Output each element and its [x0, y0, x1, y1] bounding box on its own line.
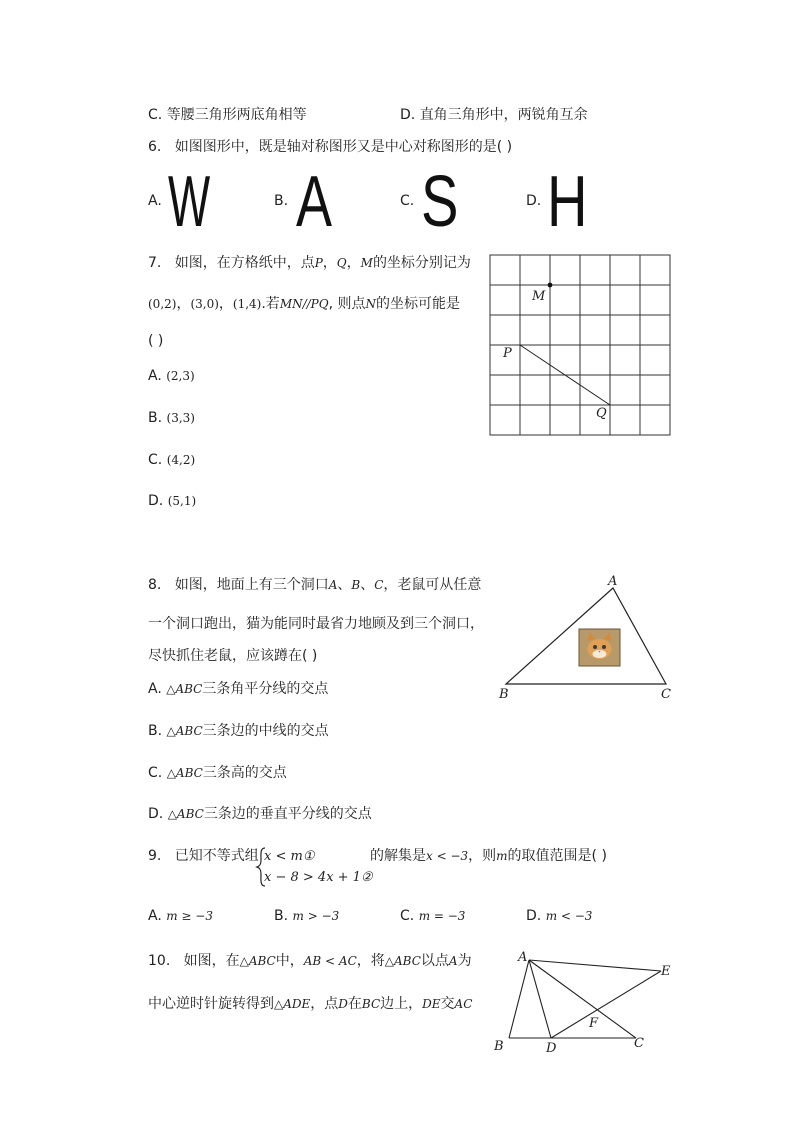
question-number: 10.: [148, 953, 171, 969]
q5-option-c: [148, 104, 307, 124]
q8-triangle-figure: [494, 572, 678, 702]
q9-option-c: C. m = −3: [400, 908, 466, 924]
option-label: C.: [148, 107, 163, 123]
q7-option-d: D. (5,1): [148, 493, 197, 509]
q8-option-a: A. △ABC三条角平分线的交点: [148, 681, 329, 697]
segment-ac: [529, 960, 636, 1038]
label-q: Q: [596, 406, 607, 421]
q6-option-a-label: A.: [148, 193, 162, 209]
grid-lines: [490, 255, 670, 435]
q9-stem-b: 的解集是x < −3，则m的取值范围是( ): [370, 848, 607, 864]
q10-stem-line1: 10. 如图，在△ABC中，AB < AC，将△ABC以点A为: [148, 953, 472, 969]
option-label: D.: [400, 107, 416, 123]
q5-option-d: [400, 104, 588, 124]
q8-option-b: B. △ABC三条边的中线的交点: [148, 723, 329, 739]
option-text: 等腰三角形两底角相等: [166, 107, 307, 123]
question-number: 6.: [148, 139, 162, 155]
q8-option-c: C. △ABC三条高的交点: [148, 765, 287, 781]
q9-inequality-2: x − 8 > 4x + 1②: [264, 870, 373, 885]
label-p: P: [503, 346, 512, 361]
q7-option-a: A. (2,3): [148, 368, 195, 384]
q10-rotation-figure: [488, 945, 684, 1057]
label-c: C: [634, 1036, 644, 1051]
q6-option-b-label: B.: [274, 193, 289, 209]
question-number: 9.: [148, 848, 162, 864]
q7-stem-line2: (0,2)，(3,0)，(1,4).若MN//PQ, 则点N的坐标可能是: [148, 296, 461, 312]
q8-stem-line2: 一个洞口跑出，猫为能同时最省力地顾及到三个洞口，: [148, 616, 484, 632]
segment-de: [551, 971, 661, 1038]
q7-grid-figure: [488, 253, 672, 437]
label-a: A: [518, 950, 528, 965]
label-m: M: [532, 289, 546, 304]
q7-stem-line1: 7. 如图，在方格纸中，点P，Q，M的坐标分别记为: [148, 255, 471, 271]
point-m: [548, 283, 553, 288]
label-b: B: [499, 687, 509, 702]
q9-stem-a: 9. 已知不等式组: [148, 848, 259, 864]
q7-option-c: C. (4,2): [148, 452, 196, 468]
label-e: E: [661, 964, 671, 979]
q6-option-c-label: C.: [400, 193, 415, 209]
q6-glyph-h: H: [547, 162, 588, 242]
q9-option-b: B. m > −3: [274, 908, 340, 924]
label-a: A: [608, 574, 618, 589]
q7-option-b: B. (3,3): [148, 410, 195, 426]
q6-stem: [148, 136, 512, 156]
q7-answer-paren: ( ): [148, 333, 164, 349]
q9-option-d: D. m < −3: [526, 908, 593, 924]
label-c: C: [661, 687, 671, 702]
q8-stem-line1: 8. 如图，地面上有三个洞口A、B、C，老鼠可从任意: [148, 577, 482, 593]
q6-glyph-a: A: [296, 162, 333, 242]
label-f: F: [589, 1016, 599, 1031]
question-number: 8.: [148, 577, 162, 593]
cat-image: [579, 629, 620, 666]
question-text: 如图图形中，既是轴对称图形又是中心对称图形的是( ): [174, 139, 513, 155]
q9-inequality-1: x < m①: [264, 849, 315, 864]
q6-glyph-w: W: [168, 162, 211, 242]
q10-stem-line2: 中心逆时针旋转得到△ADE，点D在BC边上，DE交AC: [148, 996, 473, 1012]
q8-option-d: D. △ABC三条边的垂直平分线的交点: [148, 806, 372, 822]
option-text: 直角三角形中，两锐角互余: [419, 107, 588, 123]
q9-option-a: A. m ≥ −3: [148, 908, 213, 924]
label-b: B: [494, 1039, 504, 1054]
q6-glyph-s: S: [421, 162, 459, 242]
segment-ad: [529, 960, 551, 1038]
label-d: D: [546, 1041, 557, 1056]
segment-ae: [529, 960, 661, 971]
segment-ab: [509, 960, 529, 1038]
q6-option-d-label: D.: [526, 193, 542, 209]
q8-stem-line3: 尽快抓住老鼠，应该蹲在( ): [148, 648, 318, 664]
question-number: 7.: [148, 255, 162, 271]
